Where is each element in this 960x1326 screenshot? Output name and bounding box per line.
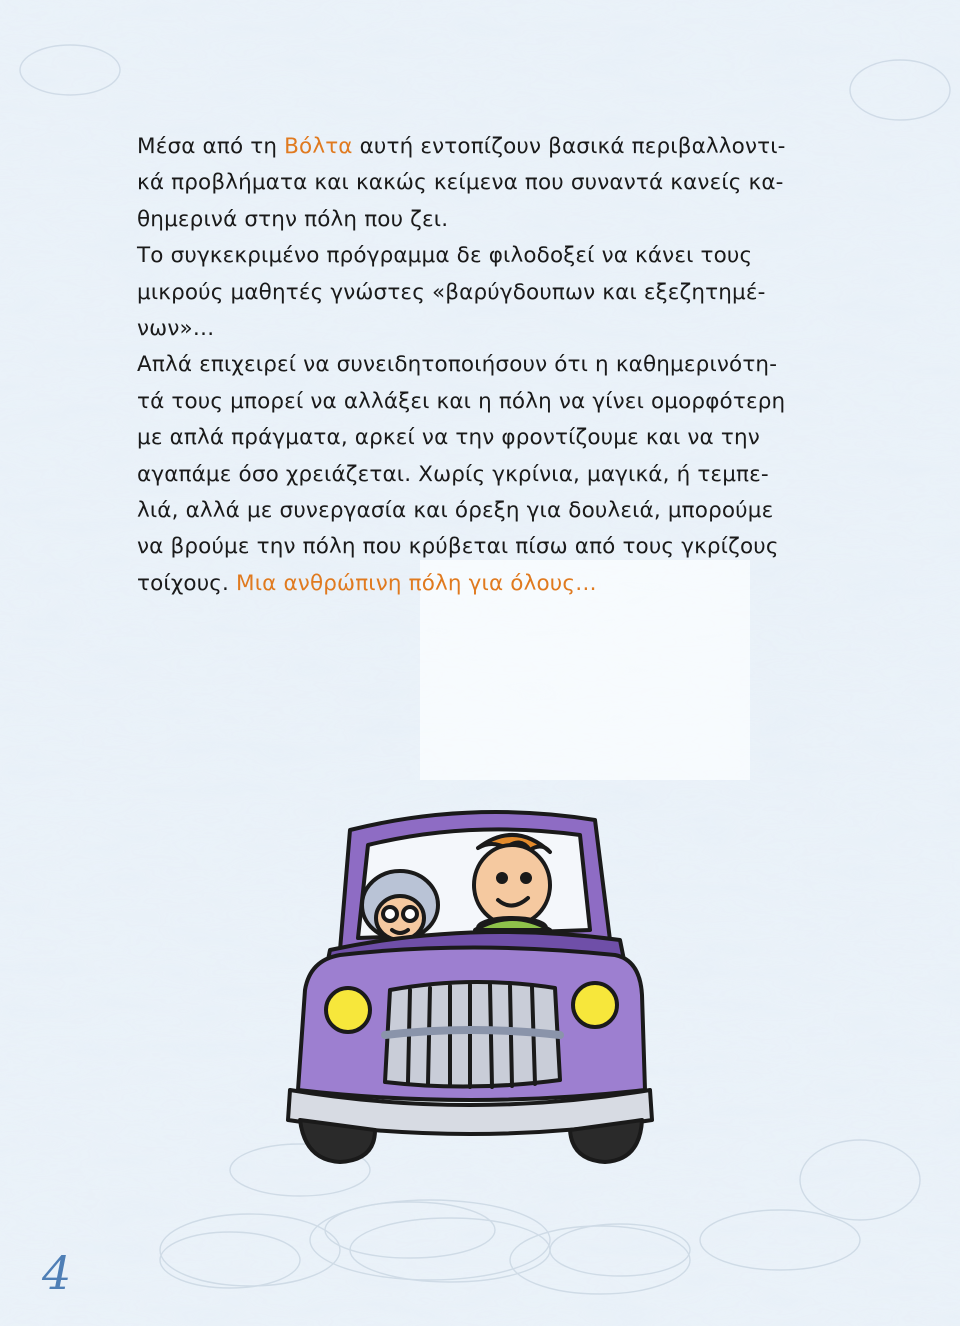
text-line: τά τους μπορεί να αλλάξει και η πόλη να γίνει ομορφότερη bbox=[137, 388, 786, 414]
highlight-volta: Βόλτα bbox=[284, 134, 353, 159]
text-line: θημερινά στην πόλη που ζει. bbox=[137, 206, 449, 232]
text-line: λιά, αλλά με συνεργασία και όρεξη για δουλειά, μπορούμε bbox=[137, 498, 774, 524]
paragraph bbox=[137, 129, 817, 602]
text-line: Το συγκεκριμένο πρόγραμμα δε φιλοδοξεί να κάνει τους bbox=[137, 243, 753, 269]
text-line: μικρούς μαθητές γνώστες «βαρύγδουπων και εξεζητημέ- bbox=[137, 279, 766, 305]
text-line: τοίχους. Μια ανθρώπινη πόλη για όλους… bbox=[137, 570, 597, 596]
text-line: με απλά πράγματα, αρκεί να την φροντίζουμε και να την bbox=[137, 425, 760, 451]
text-line: Μέσα από τη Βόλτα αυτή εντοπίζουν βασικά περιβαλλοντι- bbox=[137, 134, 786, 159]
car-illustration-icon bbox=[280, 790, 660, 1170]
page-number: 4 bbox=[42, 1246, 72, 1300]
highlight-closing-phrase: Μια ανθρώπινη πόλη για όλους… bbox=[236, 570, 597, 596]
text-line: νων»… bbox=[137, 316, 215, 342]
text-line: αγαπάμε όσο χρειάζεται. Χωρίς γκρίνια, μαγικά, ή τεμπε- bbox=[137, 461, 769, 487]
text-line: Απλά επιχειρεί να συνειδητοποιήσουν ότι η καθημερινότη- bbox=[137, 352, 778, 378]
text-line: κά προβλήματα και κακώς κείμενα που συναντά κανείς κα- bbox=[137, 170, 784, 196]
main-text bbox=[137, 129, 817, 602]
text-line: να βρούμε την πόλη που κρύβεται πίσω από τους γκρίζους bbox=[137, 534, 779, 560]
